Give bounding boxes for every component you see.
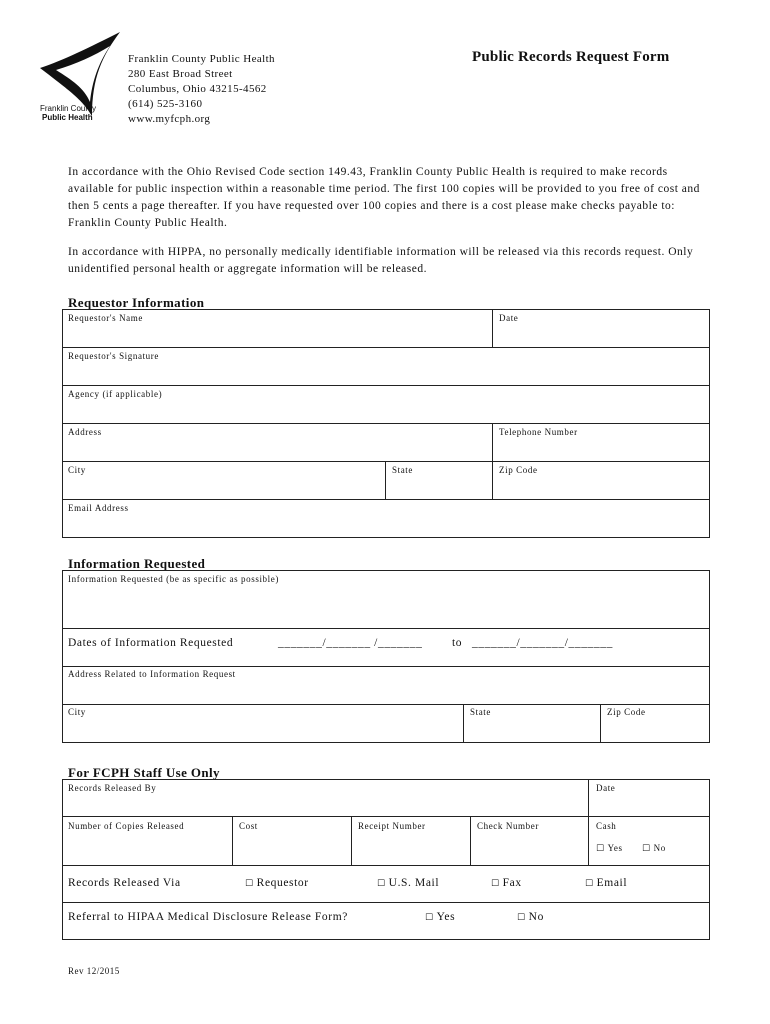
org-phone: (614) 525-3160 [128, 98, 203, 110]
cash-yes-option[interactable]: ☐ Yes [596, 843, 623, 854]
form-title: Public Records Request Form [472, 49, 670, 65]
intro-paragraph-1: In accordance with the Ohio Revised Code section 149.43, Franklin County Public Health is required to make records available for public inspection within a reasonable time period. The first 100 copies will be provided to you free of cost and then 5 cents a page thereafter. If you have requested over 100 copies and there is a cost please make checks payable to: Franklin County Public Health. [68, 166, 700, 229]
cost-field[interactable]: Cost [239, 821, 258, 831]
request-zip-field[interactable]: Zip Code [607, 707, 646, 717]
info-requested-table [62, 570, 710, 743]
info-requested-field[interactable]: Information Requested (be as specific as possible) [68, 574, 279, 584]
org-website: www.myfcph.org [128, 113, 211, 125]
staff-use-heading: For FCPH Staff Use Only [68, 765, 220, 780]
via-fax-option[interactable]: ☐ Fax [491, 877, 522, 889]
intro-paragraph-2: In accordance with HIPPA, no personally medically identifiable information will be released via this records request. Only unidentified personal health or aggregate information will be released. [68, 246, 694, 275]
checkbox-icon[interactable]: ☐ [377, 879, 386, 889]
released-by-field[interactable]: Records Released By [68, 783, 157, 793]
checkbox-icon[interactable]: ☐ [425, 913, 434, 923]
dates-to-field[interactable]: _______/_______/_______ [472, 637, 613, 649]
requestor-signature-field[interactable]: Requestor's Signature [68, 351, 159, 361]
org-city: Columbus, Ohio 43215-4562 [128, 83, 267, 95]
via-email-option[interactable]: ☐ Email [585, 877, 628, 889]
receipt-number-field[interactable]: Receipt Number [358, 821, 426, 831]
released-via-label: Records Released Via [68, 877, 181, 889]
email-field[interactable]: Email Address [68, 503, 129, 513]
zip-field[interactable]: Zip Code [499, 465, 538, 475]
org-name: Franklin County Public Health [128, 53, 275, 65]
telephone-field[interactable]: Telephone Number [499, 427, 578, 437]
via-requestor-option[interactable]: ☐ Requestor [245, 877, 309, 889]
dates-requested-label: Dates of Information Requested [68, 637, 234, 649]
info-requested-heading: Information Requested [68, 556, 206, 571]
checkbox-icon[interactable]: ☐ [245, 879, 254, 889]
checkbox-icon[interactable]: ☐ [491, 879, 500, 889]
requestor-heading: Requestor Information [68, 295, 205, 310]
logo-text-line1: Franklin County [40, 104, 97, 113]
request-state-field[interactable]: State [470, 707, 491, 717]
agency-field[interactable]: Agency (if applicable) [68, 389, 163, 399]
checkbox-icon[interactable]: ☐ [517, 913, 526, 923]
requestor-date-field[interactable]: Date [499, 313, 519, 323]
city-field[interactable]: City [68, 465, 86, 475]
referral-yes-option[interactable]: ☐ Yes [425, 911, 456, 923]
via-mail-option[interactable]: ☐ U.S. Mail [377, 877, 440, 889]
referral-label: Referral to HIPAA Medical Disclosure Release Form? [68, 911, 348, 923]
state-field[interactable]: State [392, 465, 413, 475]
checkbox-icon[interactable]: ☐ [596, 844, 605, 854]
address-field[interactable]: Address [68, 427, 102, 437]
copies-released-field[interactable]: Number of Copies Released [68, 821, 185, 831]
logo-text-line2: Public Health [42, 113, 93, 122]
dates-from-field[interactable]: _______/_______ /_______ [278, 637, 423, 649]
dates-to-label: to [452, 637, 463, 649]
checkbox-icon[interactable]: ☐ [585, 879, 594, 889]
revision-label: Rev 12/2015 [68, 966, 120, 976]
request-city-field[interactable]: City [68, 707, 86, 717]
checkbox-icon[interactable]: ☐ [642, 844, 651, 854]
org-street: 280 East Broad Street [128, 68, 233, 80]
cash-label: Cash [596, 821, 617, 831]
referral-no-option[interactable]: ☐ No [517, 911, 544, 923]
check-number-field[interactable]: Check Number [477, 821, 539, 831]
requestor-name-field[interactable]: Requestor's Name [68, 313, 143, 323]
org-address-block [128, 52, 275, 127]
cash-no-option[interactable]: ☐ No [642, 843, 666, 854]
release-date-field[interactable]: Date [596, 783, 616, 793]
request-address-field[interactable]: Address Related to Information Request [68, 669, 236, 679]
